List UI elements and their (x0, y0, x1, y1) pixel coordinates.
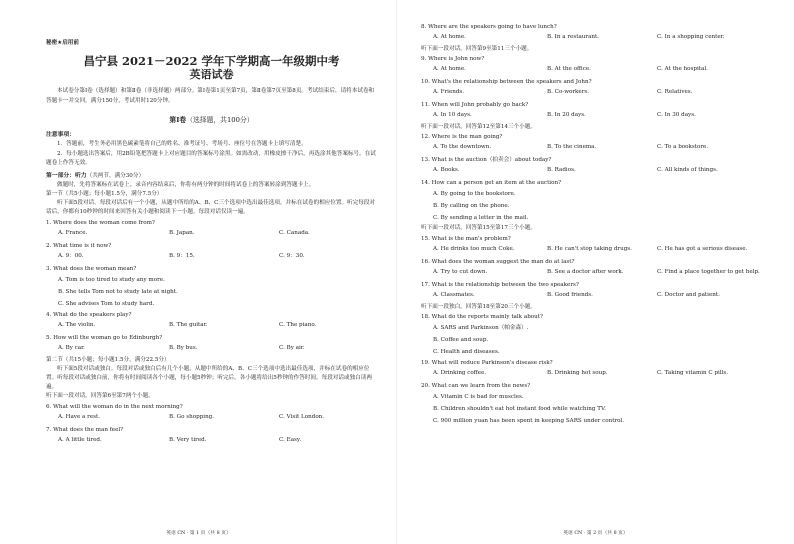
question-1-options (46, 228, 377, 241)
section2-intro: 听下面5段对话或独白。每段对话或独白后有几个小题，从题中所给的A、B、C三个选项中选出最佳选项，并标在试卷的相应位置。听每段对话或独白前，你将有时间阅读各个小题，每小题5秒钟；听完后，各小题将给出5秒钟的作答时间。每段对话或独白读两遍。 (46, 365, 372, 391)
option-c: C. Easy. (279, 436, 302, 443)
question-3: 3. What does the woman mean? (46, 265, 137, 272)
question-4-options (46, 320, 377, 333)
question-1: 1. Where does the woman come from? (46, 219, 155, 226)
question-10: 10. What's the relationship between the speakers and John? (421, 79, 592, 86)
exam-title: 昌宁县 2021－2022 学年下学期高一年级期中考 (83, 54, 340, 68)
option-b: B. By calling on the phone. (433, 203, 510, 210)
option-b: B. In a restaurant. (547, 34, 600, 40)
notes-heading: 注意事项： (46, 132, 75, 138)
option-a: A. He drinks too much Coke. (433, 245, 515, 252)
option-a: A. Tom is too tired to study any more. (58, 276, 165, 283)
question-13-options (421, 165, 780, 178)
option-a: A. Books. (433, 167, 460, 174)
option-b: B. 9：15. (169, 252, 195, 259)
option-b: B. Drinking hot soup. (547, 369, 608, 376)
question-12-options (421, 142, 780, 155)
listening-instruction: 听下面一段对话，回答第6至第7两个小题。 (46, 393, 154, 400)
option-c: C. Doctor and patient. (657, 291, 720, 298)
option-b: B. Children shouldn't eat hot instant food while watching TV. (433, 405, 606, 412)
question-18: 18. What do the reports mainly talk about? (421, 313, 543, 320)
listening-instruction: 听下面一段对话，回答第15至第17三个小题。 (421, 225, 536, 232)
option-b: B. At the office. (547, 66, 591, 73)
listening-instruction: 听下面一段对话，回答第12至第14三个小题。 (421, 124, 536, 131)
exam-subtitle: 英语试卷 (189, 68, 234, 81)
option-b: B. Good friends. (547, 291, 593, 298)
option-a: A. France. (58, 229, 88, 236)
listening-instruction: 听下面一段独白，回答第18至第20三个小题。 (421, 303, 536, 310)
option-b: B. See a doctor after work. (547, 268, 624, 275)
volume-title: 第Ⅰ卷 (169, 116, 187, 124)
question-12: 12. Where is the man going? (421, 134, 503, 141)
option-b: B. Coffee and soup. (433, 336, 489, 343)
option-a: A. Vitamin C is bad for muscles. (433, 393, 524, 400)
note-2: 2．每小题选出答案后，用2B铅笔把答题卡上对应题目的答案标号涂黑。如需改动，用橡皮擦干净后，再选涂其他答案标号。在试题卷上作答无效。 (46, 150, 376, 166)
option-b: B. Radios. (547, 167, 576, 174)
question-20: 20. What can we learn from the news? (421, 382, 531, 389)
section1-heading: 第一节（共5小题；每小题1.5分，满分7.5分） (46, 190, 163, 197)
question-7: 7. What does the man feel? (46, 426, 124, 433)
option-a: A. In 10 days. (433, 112, 472, 119)
option-c: C. Taking vitamin C pills. (657, 369, 729, 376)
option-a: A. The violin. (58, 321, 96, 328)
question-9: 9. Where is John now? (421, 56, 485, 63)
question-5: 5. How will the woman go to Edinburgh? (46, 334, 163, 341)
exam-page-2 (397, 0, 794, 544)
question-17-options (421, 290, 780, 303)
option-c: C. Canada. (279, 229, 310, 236)
question-2: 2. What time is it now? (46, 242, 112, 249)
option-b: B. The guitar. (169, 321, 208, 328)
question-15: 15. What is the man's problem? (421, 235, 511, 242)
page-footer: 英语 CN · 第 1 页（共 8 页） (166, 531, 231, 536)
volume-heading (46, 114, 377, 124)
listening-instruction: 听下面一段对话，回答第9至第11三个小题。 (421, 46, 533, 52)
option-b: B. Japan. (169, 229, 195, 236)
option-a: A. By car. (58, 344, 85, 351)
question-14: 14. How can a person get an item at the auction? (421, 180, 562, 187)
option-a: A. Classmates. (433, 291, 475, 298)
question-8-options (421, 32, 780, 45)
option-b: B. Go shopping. (169, 413, 215, 420)
question-13: 13. What is the auction（拍卖会）about today? (421, 157, 552, 164)
option-c: C. To a bookstore. (657, 144, 709, 151)
section2-heading: 第二节（共15小题；每小题1.5分，满分22.5分） (46, 356, 170, 363)
option-c: C. By air. (279, 344, 305, 351)
option-a: A. Try to cut down. (433, 268, 488, 275)
section1-intro: 听下面5段对话。每段对话后有一个小题，从题中所给的A、B、C三个选项中选出最佳选项，并标在试卷的相应位置。听完每段对话后，你都有10秒钟的时间来回答有关小题和阅读下一小题。每段对话仅读一遍。 (46, 200, 376, 216)
option-b: B. By bus. (169, 344, 198, 351)
question-5-options (46, 343, 377, 356)
option-c: C. In a shopping center. (657, 34, 725, 40)
question-19-options (421, 368, 780, 381)
option-c: C. At the hospital. (657, 66, 708, 73)
question-4: 4. What do the speakers play? (46, 311, 132, 318)
option-b: B. To the cinema. (547, 144, 597, 151)
question-2-options (46, 251, 377, 264)
part1-title: 第一部分：听力 (46, 172, 87, 179)
question-15-options (421, 244, 780, 257)
option-c: C. 9：30. (279, 252, 305, 259)
option-a: A. At home. (433, 66, 466, 73)
option-c: C. She advises Tom to study hard. (58, 300, 155, 307)
option-c: C. Relatives. (657, 89, 693, 96)
part1-intro: 做题时，先将答案标在试卷上。录音内容结束后，你将有两分钟的时间将试卷上的答案转涂到答题卡上。 (57, 181, 315, 188)
volume-note: （选择题，共100分） (186, 116, 254, 124)
question-8: 8. Where are the speakers going to have lunch? (421, 24, 557, 30)
question-9-options (421, 64, 780, 77)
option-c: C. By sending a letter in the mail. (433, 215, 529, 222)
part1-note: （共两节，满分30分） (86, 172, 145, 179)
option-a: A. SARS and Parkinson（帕金森）. (433, 324, 529, 331)
page-footer: 英语 CN · 第 2 页（共 8 页） (563, 531, 628, 536)
question-19: 19. What will reduce Parkinson's disease risk? (421, 359, 553, 366)
option-c: C. 900 million yuan has been spent in keeping SARS under control. (433, 417, 625, 424)
option-b: B. She tells Tom not to study late at night. (58, 288, 178, 295)
option-c: C. Visit London. (279, 413, 325, 420)
option-c: C. All kinds of things. (657, 167, 718, 174)
option-c: C. Find a place together to get help. (657, 268, 760, 275)
option-a: A. Have a rest. (58, 413, 101, 420)
question-10-options (421, 87, 780, 100)
question-11-options (421, 110, 780, 123)
option-a: A. Friends. (433, 89, 465, 96)
option-b: B. Very tired. (169, 436, 207, 443)
option-c: C. He has got a serious disease. (657, 245, 748, 252)
option-c: C. Health and diseases. (433, 348, 500, 355)
question-16: 16. What does the woman suggest the man do at last? (421, 258, 575, 265)
option-a: A. At home. (433, 34, 466, 40)
option-b: B. He can't stop taking drugs. (547, 245, 632, 252)
part1-heading (46, 172, 377, 181)
option-a: A. To the downtown. (433, 144, 492, 151)
question-11: 11. When will John probably go back? (421, 102, 529, 109)
question-6: 6. What will the woman do in the next morning? (46, 403, 183, 410)
exam-intro: 本试卷分第Ⅰ卷（选择题）和第Ⅱ卷（非选择题）两部分。第Ⅰ卷第1页至第7页，第Ⅱ卷第7页至第8页。考试结束后，请将本试卷和答题卡一并交回。满分150分，考试用时120分钟。 (46, 88, 375, 104)
question-17: 17. What is the relationship between the two speakers? (421, 281, 579, 288)
question-16-options (421, 267, 780, 280)
note-1: 1．答题前，考生务必用黑色碳素笔将自己的姓名、准考证号、考场号、座位号在答题卡上填写清楚。 (57, 141, 307, 147)
option-a: A. By going to the bookstore. (433, 191, 516, 198)
option-a: A. 9：00. (58, 252, 84, 259)
question-6-options (46, 412, 377, 425)
option-b: B. In 20 days. (547, 112, 586, 119)
option-a: A. A little tired. (58, 436, 102, 443)
option-a: A. Drinking coffee. (433, 369, 487, 376)
option-c: C. In 30 days. (657, 112, 696, 119)
option-b: B. Co-workers. (547, 89, 590, 96)
option-c: C. The piano. (279, 321, 317, 328)
secret-label: 秘密★启用前 (46, 40, 79, 46)
question-7-options (46, 435, 377, 448)
